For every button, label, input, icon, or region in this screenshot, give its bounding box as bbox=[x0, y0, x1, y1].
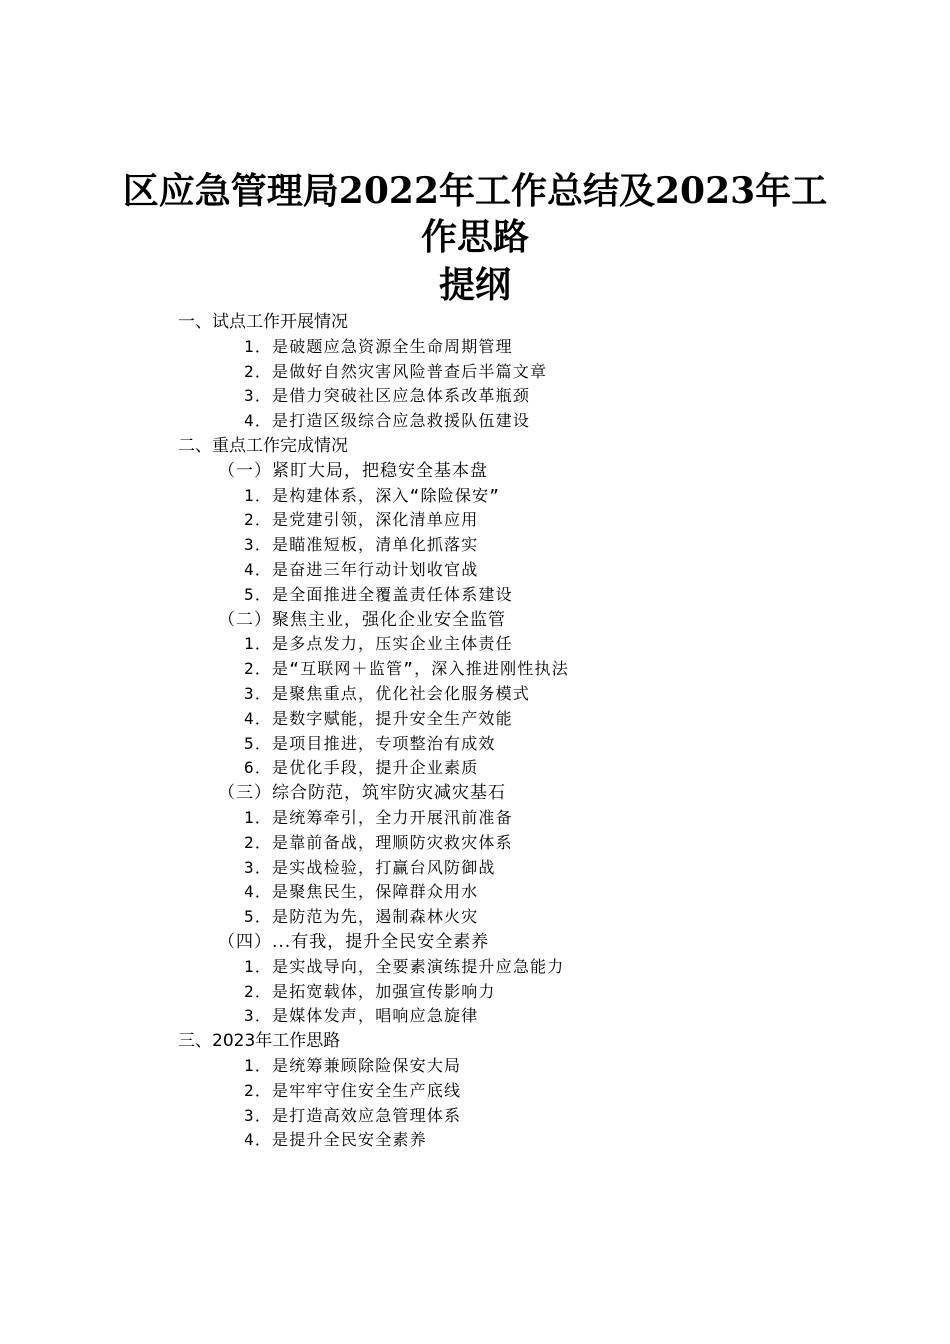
list-item: 4．是聚焦民生，保障群众用水 bbox=[244, 882, 479, 902]
list-item: 1．是统筹兼顾除险保安大局 bbox=[244, 1055, 462, 1075]
list-item: 4．是奋进三年行动计划收官战 bbox=[244, 559, 479, 579]
list-item: 2．是党建引领，深化清单应用 bbox=[244, 510, 479, 530]
list-item: 1．是统筹牵引，全力开展汛前准备 bbox=[244, 807, 513, 827]
list-item: 1．是多点发力，压实企业主体责任 bbox=[244, 634, 513, 654]
section-heading: 一、试点工作开展情况 bbox=[178, 312, 348, 332]
list-item: 1．是构建体系，深入“除险保安” bbox=[244, 485, 501, 505]
list-item: 3．是媒体发声，唱响应急旋律 bbox=[244, 1006, 479, 1026]
subsection-heading: （三）综合防范，筑牢防灾减灾基石 bbox=[218, 783, 506, 804]
list-item: 3．是瞄准短板，清单化抓落实 bbox=[244, 535, 479, 555]
list-item: 2．是牢牢守住安全生产底线 bbox=[244, 1080, 462, 1100]
subsection-heading: （四）...有我，提升全民安全素养 bbox=[218, 931, 490, 952]
list-item: 3．是打造高效应急管理体系 bbox=[244, 1105, 462, 1125]
list-item: 3．是实战检验，打赢台风防御战 bbox=[244, 857, 496, 877]
list-item: 1．是破题应急资源全生命周期管理 bbox=[244, 336, 513, 356]
document-title-line-2: 作思路 bbox=[420, 216, 529, 258]
subsection-heading: （一）紧盯大局，把稳安全基本盘 bbox=[218, 460, 488, 481]
list-item: 3．是借力突破社区应急体系改革瓶颈 bbox=[244, 386, 531, 406]
list-item: 5．是全面推进全覆盖责任体系建设 bbox=[244, 584, 513, 604]
list-item: 2．是靠前备战，理顺防灾救灾体系 bbox=[244, 832, 513, 852]
list-item: 5．是防范为先，遏制森林火灾 bbox=[244, 907, 479, 927]
list-item: 6．是优化手段，提升企业素质 bbox=[244, 758, 479, 778]
document-subtitle: 提纲 bbox=[438, 264, 511, 306]
list-item: 2．是拓宽载体，加强宣传影响力 bbox=[244, 981, 496, 1001]
list-item: 2．是做好自然灾害风险普查后半篇文章 bbox=[244, 361, 548, 381]
list-item: 4．是打造区级综合应急救援队伍建设 bbox=[244, 411, 531, 431]
section-heading: 二、重点工作完成情况 bbox=[178, 435, 348, 456]
list-item: 5．是项目推进，专项整治有成效 bbox=[244, 733, 496, 753]
outline bbox=[0, 310, 950, 1153]
document-title-line-1: 区应急管理局2022年工作总结及2023年工 bbox=[122, 170, 828, 212]
list-item: 4．是数字赋能，提升安全生产效能 bbox=[244, 708, 513, 728]
section-heading: 三、2023年工作思路 bbox=[178, 1031, 341, 1052]
list-item: 1．是实战导向，全要素演练提升应急能力 bbox=[244, 956, 565, 976]
list-item: 2．是“互联网＋监管”，深入推进刚性执法 bbox=[244, 659, 569, 679]
list-item: 4．是提升全民安全素养 bbox=[244, 1130, 427, 1150]
list-item: 3．是聚焦重点，优化社会化服务模式 bbox=[244, 683, 531, 703]
subsection-heading: （二）聚焦主业，强化企业安全监管 bbox=[218, 609, 506, 630]
